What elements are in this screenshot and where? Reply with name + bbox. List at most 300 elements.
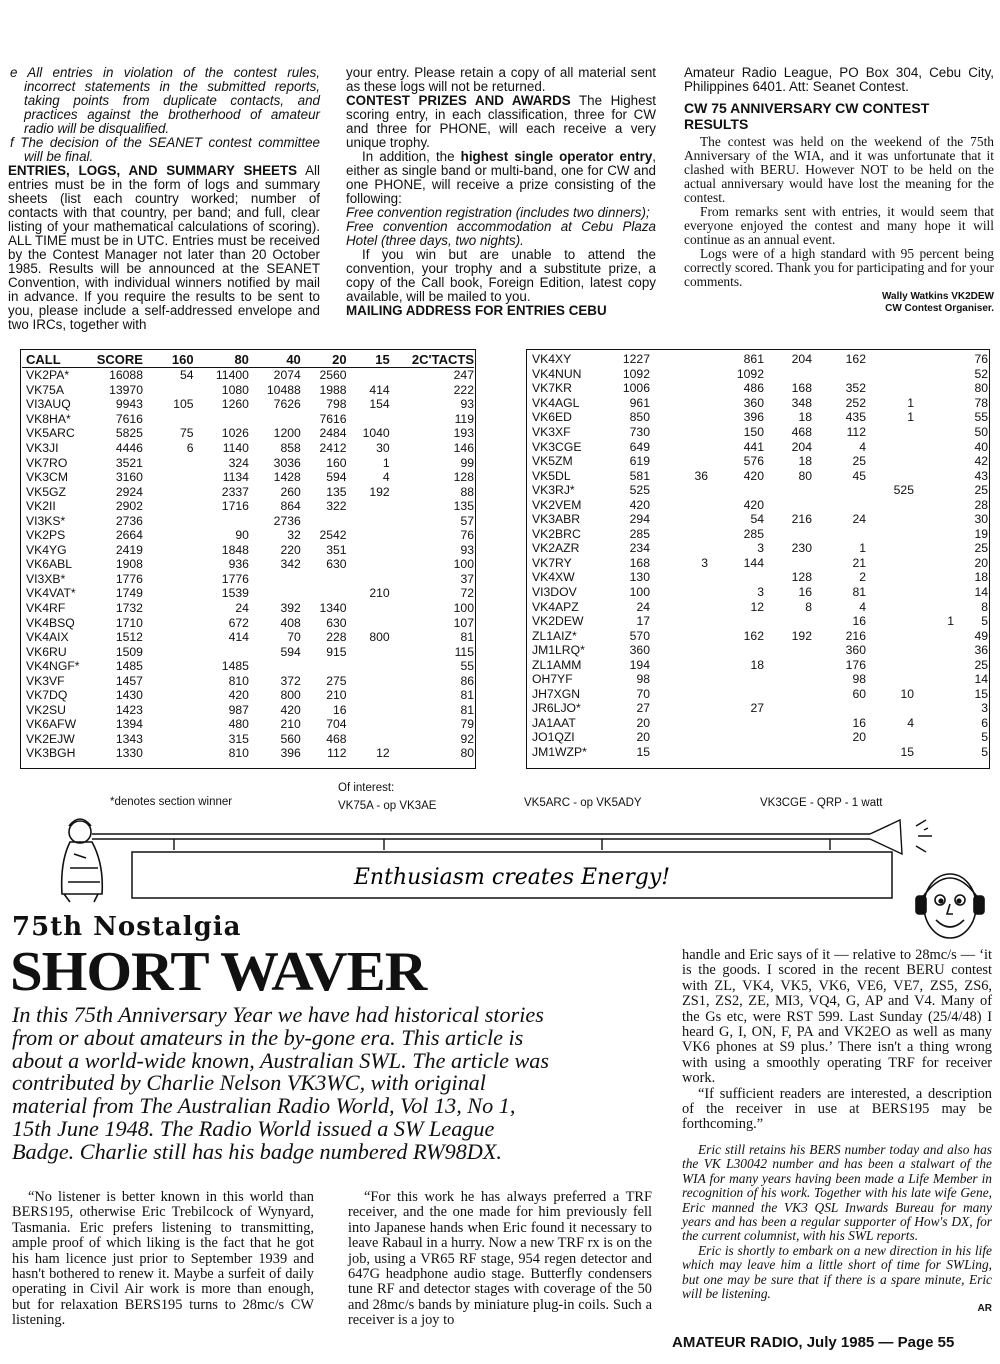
value-cell: 230 xyxy=(791,541,812,556)
value-cell xyxy=(390,644,419,659)
value-cell: 2560 xyxy=(319,368,347,383)
call-sign-cell: VK2EJW xyxy=(26,731,75,746)
value-cell xyxy=(390,543,419,558)
value-cell: 414 xyxy=(369,382,390,397)
call-sign-cell: VK3RJ* xyxy=(532,483,575,498)
value-cell xyxy=(914,599,954,614)
value-cell: 1140 xyxy=(222,441,249,455)
value-cell xyxy=(390,717,419,732)
value-cell xyxy=(390,615,419,630)
table-row xyxy=(22,543,474,558)
value-cell xyxy=(650,367,708,382)
value-cell xyxy=(194,644,249,659)
entries-text: All entries must be in the form of logs and summary sheets (list each country worked; number of contacts with that country, per band; and full, clear listing of your mathematical calculations of scoring). ALL TIME must be in UTC. Entries must be received by the Contest Manager not later than 20 October 1985. Results will be announced at the SEANET Convention, with individual winners notified by mail in advance. If you require the results to be sent to you, please include a self-addressed envelope and two IRCs, together with xyxy=(8,163,320,332)
value-cell: 81 xyxy=(852,585,866,600)
value-cell: 1040 xyxy=(362,426,390,441)
value-cell xyxy=(301,659,347,674)
highest-text-a: In addition, the xyxy=(362,149,461,164)
call-sign-cell: VI3DOV xyxy=(532,585,577,600)
value-cell xyxy=(650,599,708,614)
value-cell: 1006 xyxy=(622,381,650,396)
value-cell: 915 xyxy=(326,644,347,659)
column-header: CALL xyxy=(22,351,89,368)
value-cell: 1776 xyxy=(221,571,249,586)
value-cell xyxy=(764,497,812,512)
value-cell: 128 xyxy=(791,570,812,585)
value-cell xyxy=(143,470,194,485)
value-cell: 1227 xyxy=(622,352,650,367)
value-cell: 1485 xyxy=(115,659,143,674)
value-cell: 414 xyxy=(228,630,249,645)
value-cell xyxy=(650,512,708,527)
value-cell: 594 xyxy=(280,644,301,659)
value-cell: 1457 xyxy=(115,673,143,688)
value-cell xyxy=(301,513,347,528)
value-cell: 800 xyxy=(280,688,301,703)
value-cell: 220 xyxy=(280,542,301,557)
table-row xyxy=(528,425,988,440)
results-table-right xyxy=(528,352,988,759)
value-cell: 3036 xyxy=(273,455,301,470)
value-cell: 28 xyxy=(974,497,988,512)
value-cell: 408 xyxy=(280,615,301,630)
value-cell xyxy=(914,410,954,425)
value-cell: 480 xyxy=(228,717,249,732)
herald-illustration xyxy=(62,819,103,902)
prizes-paragraph xyxy=(346,94,656,150)
column-header: 40 xyxy=(249,351,301,368)
value-cell: 15 xyxy=(636,745,650,760)
call-sign-cell: VK3JI xyxy=(26,441,59,455)
value-cell: 525 xyxy=(893,483,914,498)
value-cell: 810 xyxy=(228,673,249,688)
value-cell xyxy=(914,687,954,702)
value-cell xyxy=(764,657,812,672)
value-cell: 234 xyxy=(629,541,650,556)
value-cell: 525 xyxy=(629,483,650,498)
call-sign-cell: VK6RU xyxy=(26,644,67,659)
value-cell xyxy=(390,673,419,688)
value-cell xyxy=(866,541,914,556)
note-vk3cge: VK3CGE - QRP - 1 watt xyxy=(760,797,883,809)
value-cell: 360 xyxy=(629,643,650,658)
value-cell: 1988 xyxy=(319,382,347,397)
value-cell: 672 xyxy=(228,615,249,630)
value-cell: 2412 xyxy=(319,441,347,455)
table-row xyxy=(528,556,988,571)
value-cell: 5 xyxy=(981,730,988,745)
call-sign-cell: JM1LRQ* xyxy=(532,643,585,658)
value-cell: 18 xyxy=(974,570,988,585)
value-cell: 130 xyxy=(629,570,650,585)
value-cell: 90 xyxy=(235,528,249,543)
table-row xyxy=(22,732,474,747)
value-cell: 168 xyxy=(629,555,650,570)
value-cell xyxy=(866,454,914,469)
value-cell xyxy=(347,513,390,528)
table-row xyxy=(22,484,474,499)
call-sign-cell: VK6AFW xyxy=(26,717,77,732)
call-sign-cell: VK2PS xyxy=(26,528,66,543)
value-cell xyxy=(866,367,914,382)
value-cell xyxy=(249,586,301,601)
enthusiasm-banner xyxy=(40,812,970,912)
value-cell: 52 xyxy=(974,366,988,381)
value-cell: 92 xyxy=(460,731,474,746)
value-cell: 150 xyxy=(743,425,764,439)
value-cell: 24 xyxy=(636,599,650,614)
value-cell: 619 xyxy=(629,454,650,469)
value-cell xyxy=(650,585,708,600)
value-cell: 961 xyxy=(629,395,650,410)
table-row xyxy=(528,541,988,556)
table-row xyxy=(22,644,474,659)
value-cell: 2736 xyxy=(115,513,143,528)
value-cell: 11400 xyxy=(215,368,249,383)
call-sign-cell: VK4APZ xyxy=(532,599,579,614)
value-cell xyxy=(914,672,954,687)
value-cell xyxy=(914,570,954,585)
value-cell: 81 xyxy=(460,688,474,703)
value-cell: 60 xyxy=(852,686,866,701)
value-cell xyxy=(914,454,954,469)
value-cell xyxy=(347,412,390,427)
article-kicker: 75th Nostalgia xyxy=(12,912,242,942)
value-cell xyxy=(866,701,914,716)
value-cell xyxy=(914,367,954,382)
column-header: 15 xyxy=(347,351,390,368)
value-cell xyxy=(914,657,954,672)
substitute-paragraph: If you win but are unable to attend the convention, your trophy and a substitute prize, a copy of the Call book, Foreign Edition, latest copy available, will be mailed to you. xyxy=(346,247,656,304)
table-row xyxy=(528,745,988,760)
value-cell: 204 xyxy=(791,439,812,454)
value-cell: 12 xyxy=(376,746,390,761)
value-cell: 1200 xyxy=(273,426,301,441)
value-cell xyxy=(347,717,390,732)
value-cell: 4446 xyxy=(115,441,143,455)
value-cell: 25 xyxy=(974,657,988,672)
value-cell: 135 xyxy=(326,484,347,499)
call-sign-cell: VK7KR xyxy=(532,381,572,396)
value-cell xyxy=(390,441,419,456)
value-cell: 86 xyxy=(460,673,474,688)
value-cell xyxy=(866,527,914,542)
value-cell: 5 xyxy=(981,614,988,629)
value-cell: 54 xyxy=(180,368,194,383)
table-row xyxy=(22,368,474,383)
call-sign-cell: VK6ABL xyxy=(26,557,73,572)
value-cell: 10 xyxy=(900,686,914,701)
table-row xyxy=(528,454,988,469)
value-cell xyxy=(143,673,194,688)
table-row xyxy=(528,352,988,367)
value-cell: 704 xyxy=(326,717,347,732)
value-cell: 372 xyxy=(280,673,301,688)
table-row xyxy=(528,527,988,542)
value-cell xyxy=(194,513,249,528)
value-cell: 32 xyxy=(287,528,301,543)
value-cell: 119 xyxy=(454,411,474,426)
value-cell xyxy=(143,586,194,601)
value-cell: 14 xyxy=(974,672,988,687)
value-cell: 1908 xyxy=(115,557,143,572)
value-cell: 800 xyxy=(369,630,390,645)
value-cell xyxy=(650,483,708,498)
value-cell: 100 xyxy=(453,557,474,572)
value-cell: 54 xyxy=(750,512,764,527)
table-row xyxy=(22,426,474,441)
value-cell: 42 xyxy=(974,454,988,469)
value-cell: 392 xyxy=(280,601,301,616)
value-cell xyxy=(249,659,301,674)
value-cell: 798 xyxy=(326,397,347,412)
value-cell xyxy=(143,615,194,630)
call-sign-cell: VK3BGH xyxy=(26,746,76,761)
of-interest-label: Of interest: xyxy=(338,782,395,794)
value-cell xyxy=(650,381,708,396)
call-sign-cell: JO1QZI xyxy=(532,730,575,745)
value-cell xyxy=(812,497,866,512)
value-cell xyxy=(650,410,708,425)
value-cell: 1710 xyxy=(115,615,143,630)
value-cell xyxy=(914,396,954,411)
value-cell: 275 xyxy=(326,673,347,688)
value-cell: 730 xyxy=(629,425,650,439)
value-cell: 78 xyxy=(974,395,988,410)
value-cell: 4 xyxy=(907,715,914,730)
value-cell: 1092 xyxy=(622,366,650,381)
signature-title: CW Contest Organiser. xyxy=(885,303,994,314)
value-cell: 5825 xyxy=(115,426,143,441)
value-cell: 30 xyxy=(974,512,988,527)
value-cell: 162 xyxy=(845,352,866,367)
value-cell: 2902 xyxy=(115,499,143,514)
value-cell xyxy=(249,572,301,587)
value-cell: 1394 xyxy=(115,717,143,732)
call-sign-cell: JA1AAT xyxy=(532,715,576,730)
value-cell xyxy=(866,468,914,483)
highest-paragraph xyxy=(346,150,656,206)
entries-heading: ENTRIES, LOGS, AND SUMMARY SHEETS xyxy=(8,163,298,178)
rule-e: e All entries in violation of the contest rules, incorrect statements in the submitted reports, taking points from duplicate contacts, and practices against the brotherhood of amateur radio will be disqualified. xyxy=(10,65,320,136)
value-cell: 4 xyxy=(382,470,390,485)
value-cell xyxy=(650,454,708,469)
value-cell xyxy=(347,703,390,718)
value-cell: 260 xyxy=(280,484,301,499)
table-row xyxy=(528,643,988,658)
value-cell: 1539 xyxy=(221,586,249,601)
entries-paragraph xyxy=(8,164,320,332)
value-cell: 247 xyxy=(453,368,474,383)
results-p3: Logs were of a high standard with 95 percent being correctly scored. Thank you for participating and for your comments. xyxy=(684,246,994,289)
value-cell: 36 xyxy=(974,643,988,658)
value-cell: 420 xyxy=(280,702,301,717)
value-cell: 360 xyxy=(845,643,866,658)
value-cell: 468 xyxy=(326,731,347,746)
trumpet-illustration xyxy=(92,820,932,854)
column-header: 160 xyxy=(143,351,194,368)
call-sign-cell: VK2SU xyxy=(26,702,66,717)
value-cell xyxy=(764,687,812,702)
value-cell xyxy=(914,483,954,498)
value-cell xyxy=(866,672,914,687)
value-cell xyxy=(650,672,708,687)
value-cell: 351 xyxy=(326,542,347,557)
call-sign-cell: JM1WZP* xyxy=(532,745,587,760)
value-cell xyxy=(708,730,764,745)
value-cell: 2074 xyxy=(273,368,301,383)
value-cell xyxy=(914,541,954,556)
note-vk75a: VK75A - op VK3AE xyxy=(338,800,437,812)
value-cell: 80 xyxy=(974,381,988,396)
value-cell: 176 xyxy=(845,657,866,672)
value-cell: 20 xyxy=(636,715,650,730)
value-cell: 4 xyxy=(859,599,866,614)
value-cell: 13970 xyxy=(109,382,143,397)
value-cell xyxy=(650,541,708,556)
value-cell: 2484 xyxy=(319,426,347,441)
value-cell xyxy=(347,528,390,543)
value-cell: 16 xyxy=(333,702,347,717)
call-sign-cell: VK4YG xyxy=(26,542,67,557)
value-cell: 2542 xyxy=(319,528,347,543)
table-row xyxy=(528,628,988,643)
value-cell xyxy=(914,381,954,396)
value-cell: 630 xyxy=(326,557,347,572)
value-cell: 1732 xyxy=(115,601,143,616)
call-sign-cell: VK4NGF* xyxy=(26,659,80,674)
value-cell xyxy=(812,701,866,716)
call-sign-cell: VK4XY xyxy=(532,352,572,367)
value-cell xyxy=(347,673,390,688)
value-cell: 6 xyxy=(981,715,988,730)
call-sign-cell: VK3XF xyxy=(532,425,571,439)
call-sign-cell: VK2BRC xyxy=(532,526,581,541)
table-row xyxy=(528,381,988,396)
value-cell: 40 xyxy=(974,439,988,454)
value-cell xyxy=(143,528,194,543)
value-cell: 192 xyxy=(369,484,390,499)
table-row xyxy=(22,673,474,688)
value-cell xyxy=(650,439,708,454)
value-cell: 49 xyxy=(974,628,988,643)
value-cell xyxy=(650,716,708,731)
article-p1: “No listener is better known in this world than BERS195, otherwise Eric Trebilcock of Wynyard, Tasmania. Eric prefers listening to transmitting, ample proof of which liking is the fact that he got his ham licence just prior to September 1939 and hasn't bothered to renew it. Maybe a surfeit of daily operating in Civil Air work is more than enough, but for relaxation BERS195 turns to 28mc/s CW listening. xyxy=(12,1189,314,1329)
value-cell xyxy=(866,599,914,614)
call-sign-cell: VK2VEM xyxy=(532,497,582,512)
table-row xyxy=(22,397,474,412)
value-cell: 850 xyxy=(629,410,650,425)
value-cell xyxy=(866,425,914,440)
value-cell: 396 xyxy=(280,746,301,761)
value-cell xyxy=(143,499,194,514)
value-cell: 420 xyxy=(228,688,249,703)
results-p1: The contest was held on the weekend of the 75th Anniversary of the WIA, and it was unfortunate that it clashed with BERU. However NOT to be held on the actual anniversary would have lost the meaning for the contest. xyxy=(684,134,994,205)
value-cell xyxy=(708,614,764,629)
value-cell: 348 xyxy=(791,395,812,410)
article-column-1 xyxy=(12,1190,314,1329)
address-paragraph: Amateur Radio League, PO Box 304, Cebu City, Philippines 6401. Att: Seanet Contest. xyxy=(684,65,994,94)
value-cell: 1776 xyxy=(115,571,143,586)
table-row xyxy=(22,572,474,587)
value-cell xyxy=(650,425,708,440)
value-cell xyxy=(650,745,708,760)
value-cell xyxy=(390,528,419,543)
article-column-3 xyxy=(682,948,992,1317)
value-cell xyxy=(764,527,812,542)
value-cell: 649 xyxy=(629,439,650,454)
value-cell: 342 xyxy=(280,557,301,572)
value-cell xyxy=(390,484,419,499)
value-cell: 99 xyxy=(460,455,474,470)
value-cell: 1848 xyxy=(221,542,249,557)
value-cell xyxy=(764,556,812,571)
value-cell: 98 xyxy=(636,672,650,687)
value-cell: 435 xyxy=(845,410,866,425)
call-sign-cell: VK6ED xyxy=(532,410,572,425)
value-cell xyxy=(812,745,866,760)
value-cell xyxy=(143,513,194,528)
call-sign-cell: VK3CM xyxy=(26,470,68,485)
value-cell: 18 xyxy=(750,657,764,672)
call-sign-cell: VI3KS* xyxy=(26,513,66,528)
value-cell xyxy=(914,745,954,760)
value-cell: 128 xyxy=(453,470,474,485)
value-cell xyxy=(764,672,812,687)
value-cell xyxy=(390,688,419,703)
value-cell xyxy=(143,688,194,703)
value-cell: 1330 xyxy=(115,746,143,761)
highest-text-c: , either as single band or multi-band, one for CW and one PHONE, will receive a prize consisting of the following: xyxy=(346,149,656,206)
value-cell xyxy=(390,659,419,674)
value-cell: 396 xyxy=(743,410,764,425)
value-cell: 2337 xyxy=(221,484,249,499)
results-heading: CW 75 ANNIVERSARY CW CONTEST RESULTS xyxy=(684,100,930,132)
value-cell xyxy=(708,672,764,687)
article-p3: handle and Eric says of it — relative to 28mc/s — ‘it is the goods. I scored in the recent BERU contest with ZL, VK4, VK5, VK6, VE6, VE7, ZS5, ZS6, ZS1, ZS2, ZE, MI3, VQ4, G, AP and V4. Many of the Gs etc, were RST 599. Last Sunday (25/4/48) I heard G, I, ON, F, PA and VK2EO as well as many VK6 phones at S9 plus.’ There isn't a thing wrong with using a smoothly operating TRF for receiver work. xyxy=(682,947,992,1087)
call-sign-cell: VK7RY xyxy=(532,555,572,570)
value-cell: 70 xyxy=(636,686,650,701)
value-cell: 1 xyxy=(907,395,914,410)
value-cell xyxy=(764,701,812,716)
value-cell: 50 xyxy=(974,425,988,439)
value-cell xyxy=(708,483,764,498)
value-cell xyxy=(764,643,812,658)
value-cell: 9943 xyxy=(115,397,143,412)
value-cell xyxy=(866,657,914,672)
value-cell xyxy=(914,425,954,440)
value-cell: 112 xyxy=(846,425,866,439)
value-cell xyxy=(914,527,954,542)
table-row xyxy=(528,497,988,512)
results-table-left xyxy=(22,351,474,761)
table-row xyxy=(22,630,474,645)
value-cell xyxy=(347,644,390,659)
value-cell: 8 xyxy=(981,599,988,614)
value-cell: 88 xyxy=(460,484,474,499)
value-cell xyxy=(347,688,390,703)
value-cell: 30 xyxy=(376,441,390,455)
call-sign-cell: VK3CGE xyxy=(532,439,582,454)
signature-name: Wally Watkins VK2DEW xyxy=(881,291,994,302)
value-cell xyxy=(650,396,708,411)
value-cell: 2419 xyxy=(115,542,143,557)
value-cell xyxy=(347,368,390,383)
value-cell: 294 xyxy=(629,512,650,527)
column-header: 2 xyxy=(390,351,419,368)
value-cell xyxy=(764,614,812,629)
value-cell: 441 xyxy=(743,439,764,454)
